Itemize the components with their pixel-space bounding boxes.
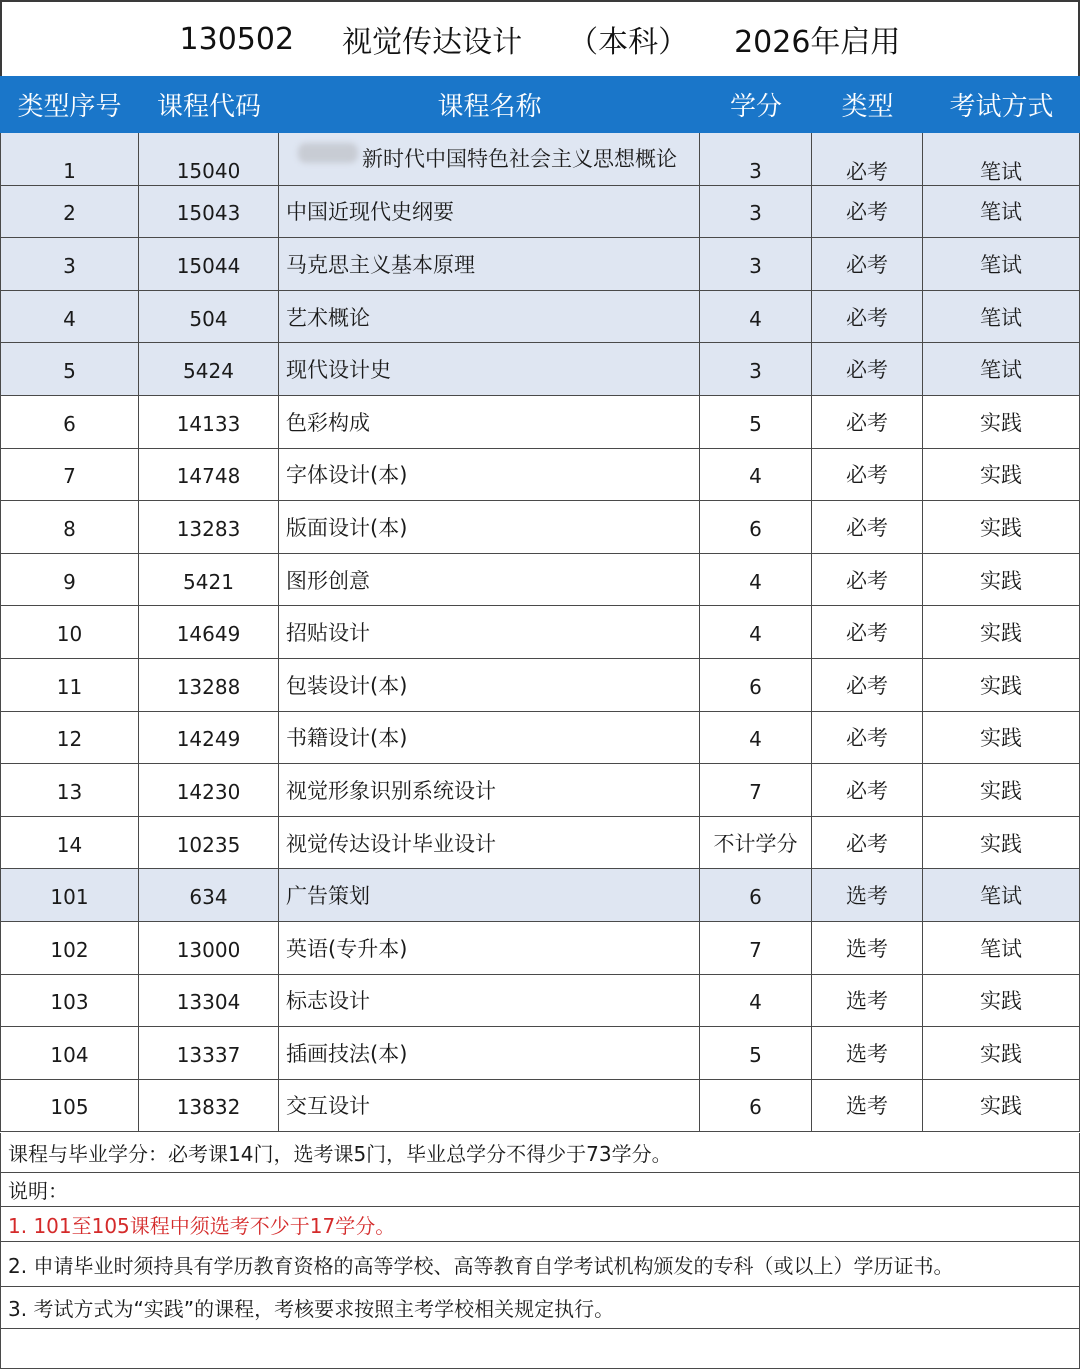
cell-exam: 笔试 xyxy=(923,343,1080,395)
cell-code: 13337 xyxy=(139,1027,279,1079)
cell-type: 必考 xyxy=(812,238,923,290)
cell-exam: 笔试 xyxy=(923,133,1080,185)
cell-name: 广告策划 xyxy=(279,869,700,921)
cell-credits: 3 xyxy=(700,133,812,185)
cell-seq: 104 xyxy=(0,1027,139,1079)
cell-credits: 6 xyxy=(700,501,812,553)
cell-credits: 5 xyxy=(700,396,812,448)
cell-credits: 3 xyxy=(700,238,812,290)
cell-code: 5424 xyxy=(139,343,279,395)
cell-name: 视觉传达设计毕业设计 xyxy=(279,817,700,869)
header-type: 类型 xyxy=(841,92,894,122)
cell-type: 必考 xyxy=(812,817,923,869)
cell-exam: 实践 xyxy=(923,449,1080,501)
table-row xyxy=(0,712,1080,765)
cell-credits: 7 xyxy=(700,922,812,974)
cell-type: 必考 xyxy=(812,712,923,764)
cell-seq: 9 xyxy=(0,554,139,606)
cell-code: 14133 xyxy=(139,396,279,448)
cell-type: 必考 xyxy=(812,186,923,238)
table-row xyxy=(0,449,1080,502)
cell-exam: 实践 xyxy=(923,501,1080,553)
cell-type: 必考 xyxy=(812,554,923,606)
cell-code: 14649 xyxy=(139,606,279,658)
cell-exam: 实践 xyxy=(923,606,1080,658)
cell-seq: 102 xyxy=(0,922,139,974)
cell-exam: 笔试 xyxy=(923,238,1080,290)
header-credits: 学分 xyxy=(729,92,782,122)
cell-type: 必考 xyxy=(812,606,923,658)
cell-code: 14748 xyxy=(139,449,279,501)
cell-name: 视觉形象识别系统设计 xyxy=(279,764,700,816)
table-row xyxy=(0,343,1080,396)
blank-footer-row xyxy=(0,1329,1080,1369)
cell-seq: 10 xyxy=(0,606,139,658)
table-row xyxy=(0,869,1080,922)
cell-credits: 5 xyxy=(700,1027,812,1079)
cell-code: 15043 xyxy=(139,186,279,238)
cell-name: 图形创意 xyxy=(279,554,700,606)
cell-exam: 实践 xyxy=(923,659,1080,711)
cell-exam: 实践 xyxy=(923,817,1080,869)
table-row xyxy=(0,817,1080,870)
cell-code: 10235 xyxy=(139,817,279,869)
major-level: （本科） xyxy=(568,25,689,60)
cell-code: 13288 xyxy=(139,659,279,711)
table-row xyxy=(0,133,1080,186)
table-row xyxy=(0,659,1080,712)
cell-seq: 103 xyxy=(0,975,139,1027)
cell-code: 13283 xyxy=(139,501,279,553)
cell-name: 色彩构成 xyxy=(279,396,700,448)
cell-name: 包装设计(本) xyxy=(279,659,700,711)
table-header xyxy=(0,76,1080,133)
cell-credits: 6 xyxy=(700,659,812,711)
cell-name: 中国近现代史纲要 xyxy=(279,186,700,238)
cell-seq: 101 xyxy=(0,869,139,921)
cell-code: 15040 xyxy=(139,133,279,185)
table-row xyxy=(0,764,1080,817)
cell-credits: 3 xyxy=(700,343,812,395)
cell-type: 必考 xyxy=(812,449,923,501)
cell-name: 招贴设计 xyxy=(279,606,700,658)
cell-code: 15044 xyxy=(139,238,279,290)
table-row xyxy=(0,606,1080,659)
cell-type: 必考 xyxy=(812,343,923,395)
cell-seq: 5 xyxy=(0,343,139,395)
cell-type: 选考 xyxy=(812,869,923,921)
cell-seq: 4 xyxy=(0,291,139,343)
cell-seq: 8 xyxy=(0,501,139,553)
cell-name: 交互设计 xyxy=(279,1080,700,1132)
cell-exam: 实践 xyxy=(923,975,1080,1027)
cell-seq: 12 xyxy=(0,712,139,764)
cell-code: 13000 xyxy=(139,922,279,974)
cell-exam: 笔试 xyxy=(923,869,1080,921)
cell-name xyxy=(279,133,700,185)
cell-code: 13832 xyxy=(139,1080,279,1132)
cell-type: 必考 xyxy=(812,291,923,343)
cell-type: 选考 xyxy=(812,1080,923,1132)
cell-credits: 4 xyxy=(700,606,812,658)
header-seq: 类型序号 xyxy=(17,92,122,122)
table-row xyxy=(0,1027,1080,1080)
major-code: 130502 xyxy=(179,21,295,57)
note-item-1: 1. 101至105课程中须选考不少于17学分。 xyxy=(0,1207,1080,1242)
cell-name: 现代设计史 xyxy=(279,343,700,395)
effective-year: 2026年启用 xyxy=(734,25,901,60)
cell-exam: 笔试 xyxy=(923,186,1080,238)
cell-seq: 7 xyxy=(0,449,139,501)
cell-name: 标志设计 xyxy=(279,975,700,1027)
note-item-2: 2. 申请毕业时须持具有学历教育资格的高等学校、高等教育自学考试机构颁发的专科（或以上）学历证书。 xyxy=(0,1242,1080,1287)
cell-code: 14249 xyxy=(139,712,279,764)
cell-credits: 4 xyxy=(700,975,812,1027)
cell-name: 艺术概论 xyxy=(279,291,700,343)
cell-type: 选考 xyxy=(812,1027,923,1079)
note-item-3: 3. 考试方式为“实践”的课程，考核要求按照主考学校相关规定执行。 xyxy=(0,1287,1080,1329)
major-name: 视觉传达设计 xyxy=(342,25,523,60)
table-row xyxy=(0,975,1080,1028)
cell-seq: 11 xyxy=(0,659,139,711)
cell-seq: 2 xyxy=(0,186,139,238)
table-row xyxy=(0,186,1080,239)
cell-exam: 实践 xyxy=(923,1080,1080,1132)
cell-credits: 4 xyxy=(700,291,812,343)
cell-code: 504 xyxy=(139,291,279,343)
cell-code: 5421 xyxy=(139,554,279,606)
cell-name: 英语(专升本) xyxy=(279,922,700,974)
cell-type: 选考 xyxy=(812,975,923,1027)
cell-type: 必考 xyxy=(812,501,923,553)
cell-name: 马克思主义基本原理 xyxy=(279,238,700,290)
table-row xyxy=(0,501,1080,554)
table-row xyxy=(0,238,1080,291)
cell-exam: 实践 xyxy=(923,396,1080,448)
header-exam: 考试方式 xyxy=(949,92,1054,122)
cell-credits: 6 xyxy=(700,1080,812,1132)
title-row xyxy=(0,0,1080,76)
cell-seq: 105 xyxy=(0,1080,139,1132)
cell-seq: 1 xyxy=(0,133,139,185)
cell-name: 插画技法(本) xyxy=(279,1027,700,1079)
cell-credits: 4 xyxy=(700,712,812,764)
cell-credits: 4 xyxy=(700,449,812,501)
cell-type: 必考 xyxy=(812,133,923,185)
cell-credits: 6 xyxy=(700,869,812,921)
cell-type: 必考 xyxy=(812,659,923,711)
cell-code: 634 xyxy=(139,869,279,921)
cell-code: 14230 xyxy=(139,764,279,816)
table-row xyxy=(0,1080,1080,1133)
header-name: 课程名称 xyxy=(437,92,542,122)
cell-name: 书籍设计(本) xyxy=(279,712,700,764)
cell-seq: 14 xyxy=(0,817,139,869)
notes-section xyxy=(0,1133,1080,1369)
cell-exam: 实践 xyxy=(923,554,1080,606)
cell-type: 必考 xyxy=(812,764,923,816)
cell-credits: 4 xyxy=(700,554,812,606)
blurred-mark xyxy=(298,143,358,163)
cell-exam: 笔试 xyxy=(923,922,1080,974)
table-row xyxy=(0,396,1080,449)
cell-seq: 3 xyxy=(0,238,139,290)
cell-exam: 实践 xyxy=(923,1027,1080,1079)
cell-name: 版面设计(本) xyxy=(279,501,700,553)
cell-code: 13304 xyxy=(139,975,279,1027)
cell-seq: 13 xyxy=(0,764,139,816)
cell-type: 选考 xyxy=(812,922,923,974)
table-row xyxy=(0,554,1080,607)
cell-name: 字体设计(本) xyxy=(279,449,700,501)
cell-credits: 不计学分 xyxy=(700,817,812,869)
cell-exam: 笔试 xyxy=(923,291,1080,343)
cell-type: 必考 xyxy=(812,396,923,448)
credit-summary: 课程与毕业学分：必考课14门，选考课5门，毕业总学分不得少于73学分。 xyxy=(0,1133,1080,1173)
cell-seq: 6 xyxy=(0,396,139,448)
table-row xyxy=(0,922,1080,975)
cell-exam: 实践 xyxy=(923,712,1080,764)
course-table xyxy=(0,133,1080,1132)
table-row xyxy=(0,291,1080,344)
cell-credits: 3 xyxy=(700,186,812,238)
cell-name-text: 新时代中国特色社会主义思想概论 xyxy=(362,147,677,171)
header-code: 课程代码 xyxy=(156,92,261,122)
cell-credits: 7 xyxy=(700,764,812,816)
notes-heading: 说明： xyxy=(0,1173,1080,1207)
cell-exam: 实践 xyxy=(923,764,1080,816)
